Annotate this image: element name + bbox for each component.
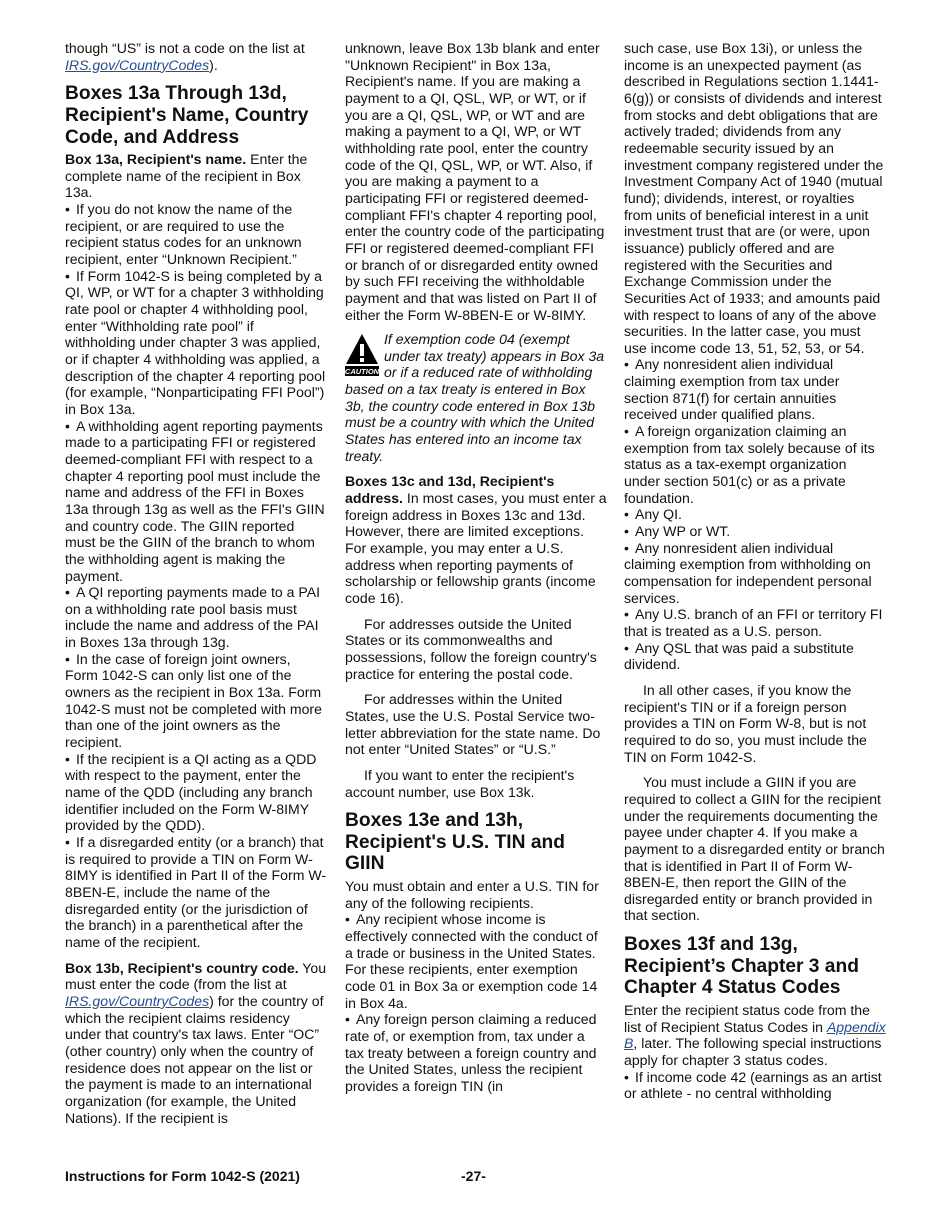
section-heading-13a-13d: Boxes 13a Through 13d, Recipient's Name, Country Code, and Address — [65, 83, 309, 148]
list-item: • If the recipient is a QI acting as a QDD with respect to the payment, enter the name of the QDD (including any branch identifier included on the Form W-8IMY provided by the QDD). — [65, 751, 327, 834]
list-item: • A foreign organization claiming an exemption from tax solely because of its status as a tax-exempt organization under section 501(c) or as a private foundation. — [624, 423, 886, 506]
appendix-b-link[interactable]: Appendix B — [624, 1018, 886, 1052]
paragraph: though “US” is not a code on the list at IRS.gov/CountryCodes). — [65, 40, 305, 73]
list-item: • Any WP or WT. — [624, 523, 886, 540]
paragraph: such case, use Box 13i), or unless the income is an unexpected payment (as described in Regulations section 1.1441-6(g)) or consists of dividends and interest from stocks and debt obligations that are actively traded; dividends from any redeemable security issued by an investment company registered under the Investment Company Act of 1940 (mutual fund); dividends, interest, or royalties from units of beneficial interest in a unit investment trust that are (or were, upon issuance) publicly offered and are registered with the Securities and Exchange Commission under the Securities Act of 1933; and amounts paid with respect to loans of any of the above securities. In the latter case, you must use income code 13, 51, 52, 53, or 54. — [624, 40, 884, 356]
list-item: • Any foreign person claiming a reduced rate of, or exemption from, tax under a tax treaty between a foreign country and the United States, unless the recipient provides a foreign TIN (in — [345, 1011, 607, 1094]
paragraph: If you want to enter the recipient's account number, use Box 13k. — [345, 766, 575, 800]
footer-form-title: Instructions for Form 1042-S (2021) — [65, 1168, 300, 1184]
list-item: • A QI reporting payments made to a PAI on a withholding rate pool basis must include the name and address of the PAI in Boxes 13a through 13g. — [65, 584, 327, 651]
paragraph: For addresses within the United States, use the U.S. Postal Service two-letter abbreviation for the state name. Do not enter “United States” or “U.S.” — [345, 691, 601, 758]
list-item: • Any QI. — [624, 506, 886, 523]
paragraph: You must include a GIIN if you are required to collect a GIIN for the recipient under the requirements documenting the payee under chapter 4. If you make a payment to a disregarded entity or branch that is identified in Part II of Form W-8BEN-E, then report the GIIN of the disregarded entity or branch provided in that section. — [624, 774, 885, 924]
subheading-box-13c-13d: Boxes 13c and 13d, Recipient's address. — [345, 473, 555, 507]
paragraph: unknown, leave Box 13b blank and enter "Unknown Recipient" in Box 13a, Recipient's name. If you are making a payment to a QI, QSL, WP, or WT, or if you are a QI, QSL, WP, or WT and are making a payment to a QI, WP, or WT withholding rate pool, enter the country code of the QI, QSL, WP, or WT. Also, if you are making a payment to a participating FFI or registered deemed-compliant FFI's chapter 4 reporting pool, enter the country code of the participating FFI or registered deemed-compliant FFI or branch of or disregarded entity owned by such FFI receiving the withholdable payment and that was listed on Part II of either the Form W-8BEN-E or W-8IMY. — [345, 40, 605, 323]
paragraph: Boxes 13c and 13d, Recipient's address. In most cases, you must enter a foreign address in Boxes 13c and 13d. However, there are limited exceptions. For example, you may enter a U.S. address when reporting payments of scholarship or fellowship grants (income code 16). — [345, 473, 607, 606]
paragraph: Box 13b, Recipient's country code. You must enter the code (from the list at IRS.gov/CountryCodes) for the country of which the recipient claims residency under that country's tax laws. Enter “OC” (other country) only when the country of residence does not appear on the list or the payment is made to an international organization (for example, the United Nations). If the recipient is — [65, 959, 327, 1126]
section-heading-13e-13h: Boxes 13e and 13h, Recipient's U.S. TIN and GIIN — [345, 810, 565, 875]
country-codes-link[interactable]: IRS.gov/CountryCodes — [65, 56, 210, 73]
list-item: • Any nonresident alien individual claiming exemption from tax under section 871(f) for certain annuities received under qualified plans. — [624, 356, 886, 423]
list-item: • Any nonresident alien individual claiming exemption from withholding on compensation for independent personal services. — [624, 540, 886, 607]
column-2 — [345, 40, 607, 1095]
list-item: • A withholding agent reporting payments made to a participating FFI or registered deemed-compliant FFI with respect to a chapter 4 reporting pool must include the name and address of the FFI in Boxes 13a through 13g as well as the FFI's GIIN and country code. The GIIN reported must be the GIIN of the branch to whom the withholding agent is making the payment. — [65, 418, 327, 585]
list-item: • If income code 42 (earnings as an artist or athlete - no central withholding — [624, 1069, 886, 1102]
subheading-box-13a: Box 13a, Recipient's name. — [65, 151, 247, 168]
list-item: • Any QSL that was paid a substitute dividend. — [624, 640, 886, 673]
paragraph: For addresses outside the United States or its commonwealths and possessions, follow the foreign country's practice for entering the postal code. — [345, 615, 597, 682]
caution-icon — [345, 333, 379, 377]
list-item: • If you do not know the name of the recipient, or are required to use the recipient status codes for an unknown recipient, enter “Unknown Recipient.” — [65, 201, 327, 268]
list-item: • Any U.S. branch of an FFI or territory FI that is treated as a U.S. person. — [624, 606, 886, 639]
list-item: • If Form 1042-S is being completed by a QI, WP, or WT for a chapter 3 withholding rate pool or chapter 4 withholding pool, enter “Withholding rate pool” if withholding under chapter 3 was applied, or if chapter 4 withholding was applied, a description of the chapter 4 reporting pool (for example, “Nonparticipating FFI Pool”) in Box 13a. — [65, 268, 327, 418]
subheading-box-13b: Box 13b, Recipient's country code. — [65, 959, 299, 976]
paragraph: Enter the recipient status code from the list of Recipient Status Codes in Appendix B, later. The following special instructions apply for chapter 3 status codes. — [624, 1001, 886, 1068]
paragraph: Box 13a, Recipient's name. Enter the complete name of the recipient in Box 13a. — [65, 151, 308, 201]
column-3 — [624, 40, 886, 1102]
caution-note: CAUTION If exemption code 04 (exempt under tax treaty) appears in Box 3a or if a reduced rate of withholding based on a tax treaty is entered in Box 3b, the country code entered in Box 13b must be a country with which the United States has entered into an income tax treaty. — [345, 331, 605, 464]
paragraph: In all other cases, if you know the recipient's TIN or if a foreign person provides a TIN on Form W-8, but is not required to do so, you must include the TIN on Form 1042-S. — [624, 681, 867, 765]
country-codes-link[interactable]: IRS.gov/CountryCodes — [65, 992, 210, 1009]
paragraph: You must obtain and enter a U.S. TIN for any of the following recipients. — [345, 878, 599, 911]
list-item: • Any recipient whose income is effectively connected with the conduct of a trade or business in the United States. For these recipients, enter exemption code 01 in Box 3a or exemption code 14 in Box 4a. — [345, 911, 607, 1011]
page-number: -27- — [461, 1168, 486, 1184]
caution-label: CAUTION — [345, 367, 379, 377]
list-item: • If a disregarded entity (or a branch) that is required to provide a TIN on Form W-8IMY is identified in Part II of the Form W-8BEN-E, include the name of the disregarded entity (or the jurisdiction of the branch) in a parenthetical after the name of the recipient. — [65, 834, 327, 951]
section-heading-13f-13g: Boxes 13f and 13g, Recipient’s Chapter 3 and Chapter 4 Status Codes — [624, 934, 859, 999]
column-1 — [65, 40, 327, 1126]
list-item: • In the case of foreign joint owners, Form 1042-S can only list one of the owners as the recipient in Box 13a. Form 1042-S must not be completed with more than one of the joint owners as the recipient. — [65, 651, 327, 751]
